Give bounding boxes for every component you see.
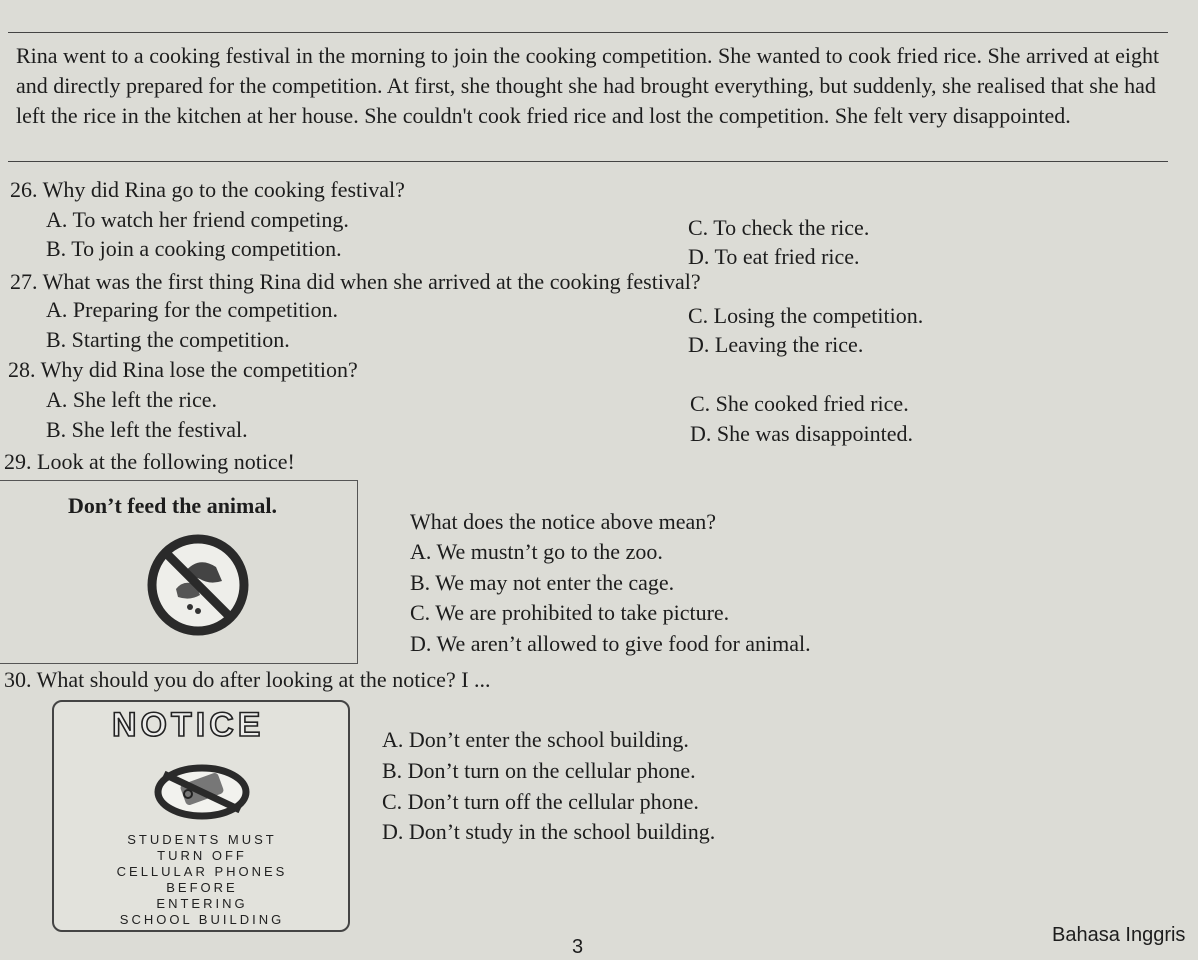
option-27-c[interactable]: C. Losing the competition. xyxy=(688,303,924,328)
question-26 xyxy=(10,176,405,204)
option-30-b[interactable]: B. Don’t turn on the cellular phone. xyxy=(382,758,696,783)
option-28-a[interactable]: A. She left the rice. xyxy=(46,387,218,412)
option-27-d[interactable]: D. Leaving the rice. xyxy=(688,332,864,357)
question-30 xyxy=(4,666,491,694)
option-29-a[interactable]: A. We mustn’t go to the zoo. xyxy=(410,539,663,564)
option-27-a[interactable]: A. Preparing for the competition. xyxy=(46,297,339,322)
question-text: Look at the following notice! xyxy=(37,449,295,474)
notice-line: STUDENTS MUST xyxy=(127,832,277,847)
notice-heading: NOTICE xyxy=(112,706,265,744)
notice-message xyxy=(54,832,350,928)
question-number: 29. xyxy=(4,449,32,474)
question-text: What was the first thing Rina did when she arrived at the cooking festival? xyxy=(42,269,701,294)
notice-line: TURN OFF xyxy=(157,848,247,863)
notice-line: SCHOOL BUILDING xyxy=(119,912,285,927)
option-26-c[interactable]: C. To check the rice. xyxy=(688,215,870,240)
notice-line: CELLULAR PHONES xyxy=(116,864,288,879)
option-28-d[interactable]: D. She was disappointed. xyxy=(690,421,914,446)
question-29 xyxy=(4,448,295,476)
question-text: What should you do after looking at the notice? I ... xyxy=(36,667,491,692)
question-27 xyxy=(10,268,701,296)
question-number: 28. xyxy=(8,357,36,382)
question-number: 27. xyxy=(10,269,38,294)
option-29-b[interactable]: B. We may not enter the cage. xyxy=(410,570,675,595)
subject-label: Bahasa Inggris xyxy=(1052,924,1186,946)
question-text: Why did Rina lose the competition? xyxy=(40,357,358,382)
option-26-b[interactable]: B. To join a cooking competition. xyxy=(46,236,342,261)
no-feeding-icon xyxy=(146,533,250,637)
option-30-d[interactable]: D. Don’t study in the school building. xyxy=(382,819,716,844)
page-number: 3 xyxy=(572,936,584,958)
option-29-c[interactable]: C. We are prohibited to take picture. xyxy=(410,600,730,625)
option-27-b[interactable]: B. Starting the competition. xyxy=(46,327,290,352)
question-29-prompt: What does the notice above mean? xyxy=(410,509,717,534)
option-29-d[interactable]: D. We aren’t allowed to give food for animal. xyxy=(410,631,811,656)
notice-title: Don’t feed the animal. xyxy=(68,493,277,518)
no-phone-icon xyxy=(152,760,252,824)
option-30-a[interactable]: A. Don’t enter the school building. xyxy=(382,727,689,752)
option-28-c[interactable]: C. She cooked fried rice. xyxy=(690,391,909,416)
option-26-d[interactable]: D. To eat fried rice. xyxy=(688,244,860,269)
notice-line: ENTERING xyxy=(156,896,248,911)
question-number: 26. xyxy=(10,177,38,202)
no-feeding-notice xyxy=(0,480,358,664)
question-text: Why did Rina go to the cooking festival? xyxy=(42,177,405,202)
reading-passage: Rina went to a cooking festival in the morning to join the cooking competition. She wanted to cook fried rice. She arrived at eight and directly prepared for the competition. At first, she thought she had brought everything, but suddenly, she realised that she had left the rice in the kitchen at her house. She couldn't cook fried rice and lost the competition. She felt very disappointed. xyxy=(8,32,1168,162)
question-number: 30. xyxy=(4,667,32,692)
phone-notice-sign xyxy=(52,700,350,932)
option-26-a[interactable]: A. To watch her friend competing. xyxy=(46,207,349,232)
option-30-c[interactable]: C. Don’t turn off the cellular phone. xyxy=(382,789,699,814)
notice-line: BEFORE xyxy=(166,880,238,895)
question-28 xyxy=(8,356,358,384)
option-28-b[interactable]: B. She left the festival. xyxy=(46,417,248,442)
